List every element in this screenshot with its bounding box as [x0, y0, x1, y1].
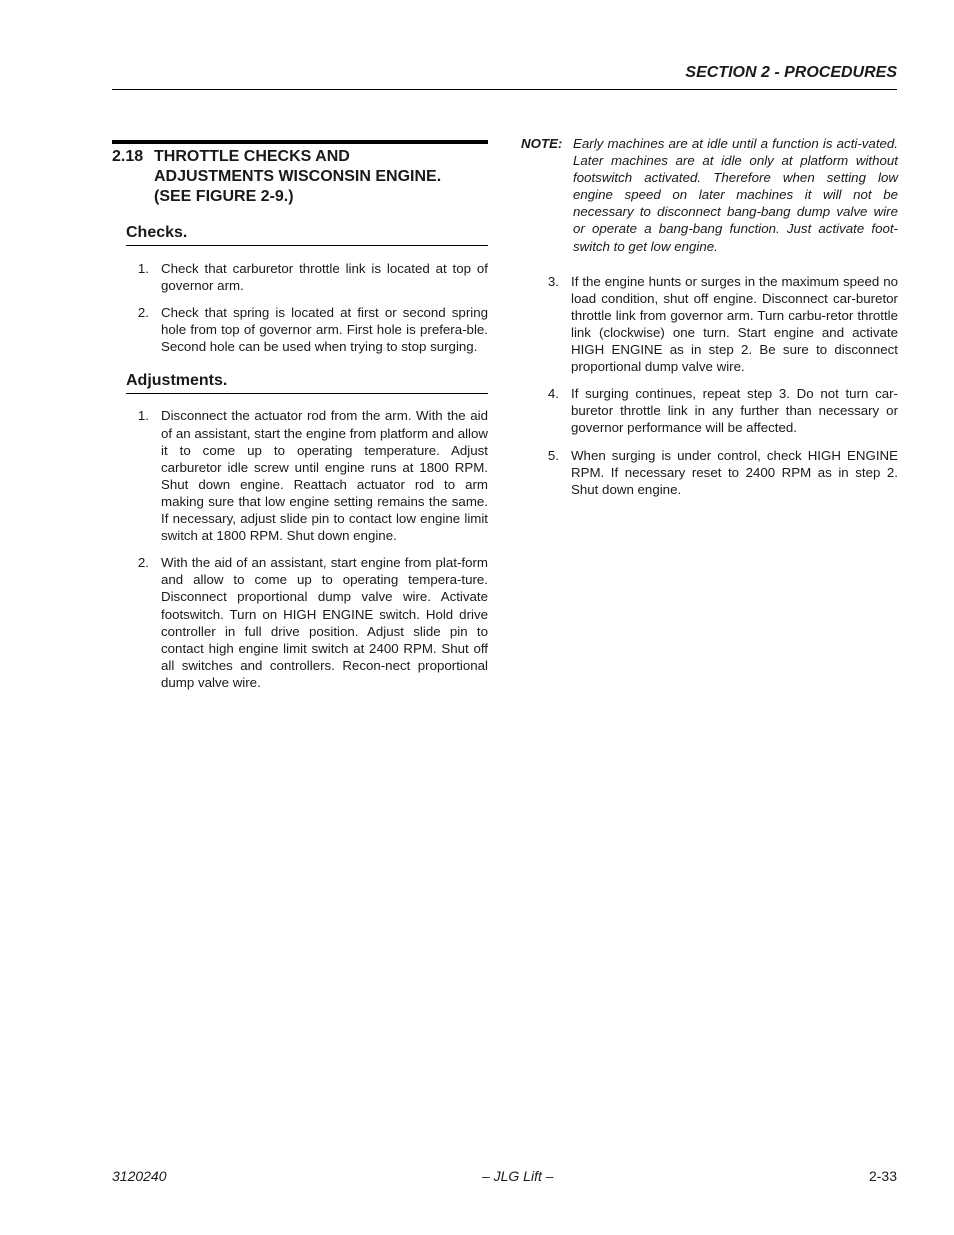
left-column: [112, 140, 488, 691]
step-number: 2.: [137, 305, 149, 321]
step-text: Check that carburetor throttle link is located at top of governor arm.: [161, 261, 488, 294]
section-title-line: (SEE FIGURE 2-9.): [154, 188, 294, 205]
section-header: SECTION 2 - PROCEDURES: [685, 64, 897, 81]
step-text: If the engine hunts or surges in the maximum speed no load condition, shut off engine. Disconnect car-buretor throttle link from governor arm. Turn carbu-retor throttle link (clockwise) one turn. Start engine and activate HIGH ENGINE as in step 2. Be sure to disconnect proportional dump valve wire.: [571, 273, 898, 375]
step-text: Check that spring is located at first or second spring hole from top of governor arm. First hole is prefera-ble. Second hole can be used when trying to stop surging.: [161, 305, 488, 355]
section-title-line: THROTTLE CHECKS AND: [154, 148, 350, 165]
step-number: 5.: [547, 447, 559, 463]
list-item: [112, 260, 488, 294]
step-number: 4.: [547, 386, 559, 402]
note-label: NOTE:: [521, 136, 563, 151]
step-number: 1.: [137, 261, 149, 276]
right-column: [521, 135, 898, 498]
document-number: 3120240: [112, 1168, 167, 1184]
page-number: 2-33: [868, 1168, 897, 1184]
step-text: If surging continues, repeat step 3. Do not turn car-buretor throttle link in any further than necessary or governor performance will be affected.: [571, 386, 898, 436]
section-title-line: ADJUSTMENTS WISCONSIN ENGINE.: [154, 168, 442, 185]
adjustments-list: [112, 407, 488, 691]
step-number: 2.: [137, 555, 149, 571]
header-rule: [112, 89, 897, 90]
adjustments-heading: Adjustments.: [126, 372, 488, 394]
section-heading: [112, 147, 488, 207]
checks-heading: Checks.: [126, 224, 488, 246]
section-number: 2.18: [112, 148, 144, 165]
list-item: [112, 407, 488, 544]
section-title: [154, 147, 441, 207]
note-text: Early machines are at idle until a function is acti-vated. Later machines are at idle only at platform without footswitch activated. Therefore when setting low engine speed on later machines it will not be necessary to disconnect bang-bang dump valve wire or operate a bang-bang function. Just activate foot-switch to get low engine.: [573, 136, 898, 254]
note-block: [521, 135, 898, 255]
footer-publisher: – JLG Lift –: [481, 1168, 554, 1184]
step-number: 3.: [547, 273, 559, 289]
step-text: Disconnect the actuator rod from the arm. With the aid of an assistant, start the engine from platform and allow it to come up to operating temperature. Adjust carburetor idle screw until engine runs at 1800 RPM. Shut down engine. Reattach actuator rod to arm making sure that low engine setting remains the same. If necessary, adjust slide pin to contact low engine limit switch at 1800 RPM. Shut down engine.: [161, 408, 488, 544]
list-item: [521, 447, 898, 498]
page-footer: [112, 1168, 897, 1184]
continued-steps-list: [521, 273, 898, 498]
section-bar: [112, 140, 488, 144]
step-text: When surging is under control, check HIGH ENGINE RPM. If necessary reset to 2400 RPM as in step 2. Shut down engine.: [571, 447, 898, 497]
list-item: [112, 554, 488, 691]
checks-list: [112, 260, 488, 355]
list-item: [112, 304, 488, 355]
list-item: [521, 273, 898, 376]
step-number: 1.: [137, 408, 149, 424]
list-item: [521, 385, 898, 436]
step-text: With the aid of an assistant, start engine from plat-form and allow to come up to operating tempera-ture. Disconnect proportional dump valve wire. Activate footswitch. Turn on HIGH ENGINE switch. Hold drive controller in full drive position. Adjust slide pin to contact high engine limit switch at 2400 RPM. Shut off all switches and controllers. Recon-nect proportional dump valve wire.: [161, 555, 488, 690]
